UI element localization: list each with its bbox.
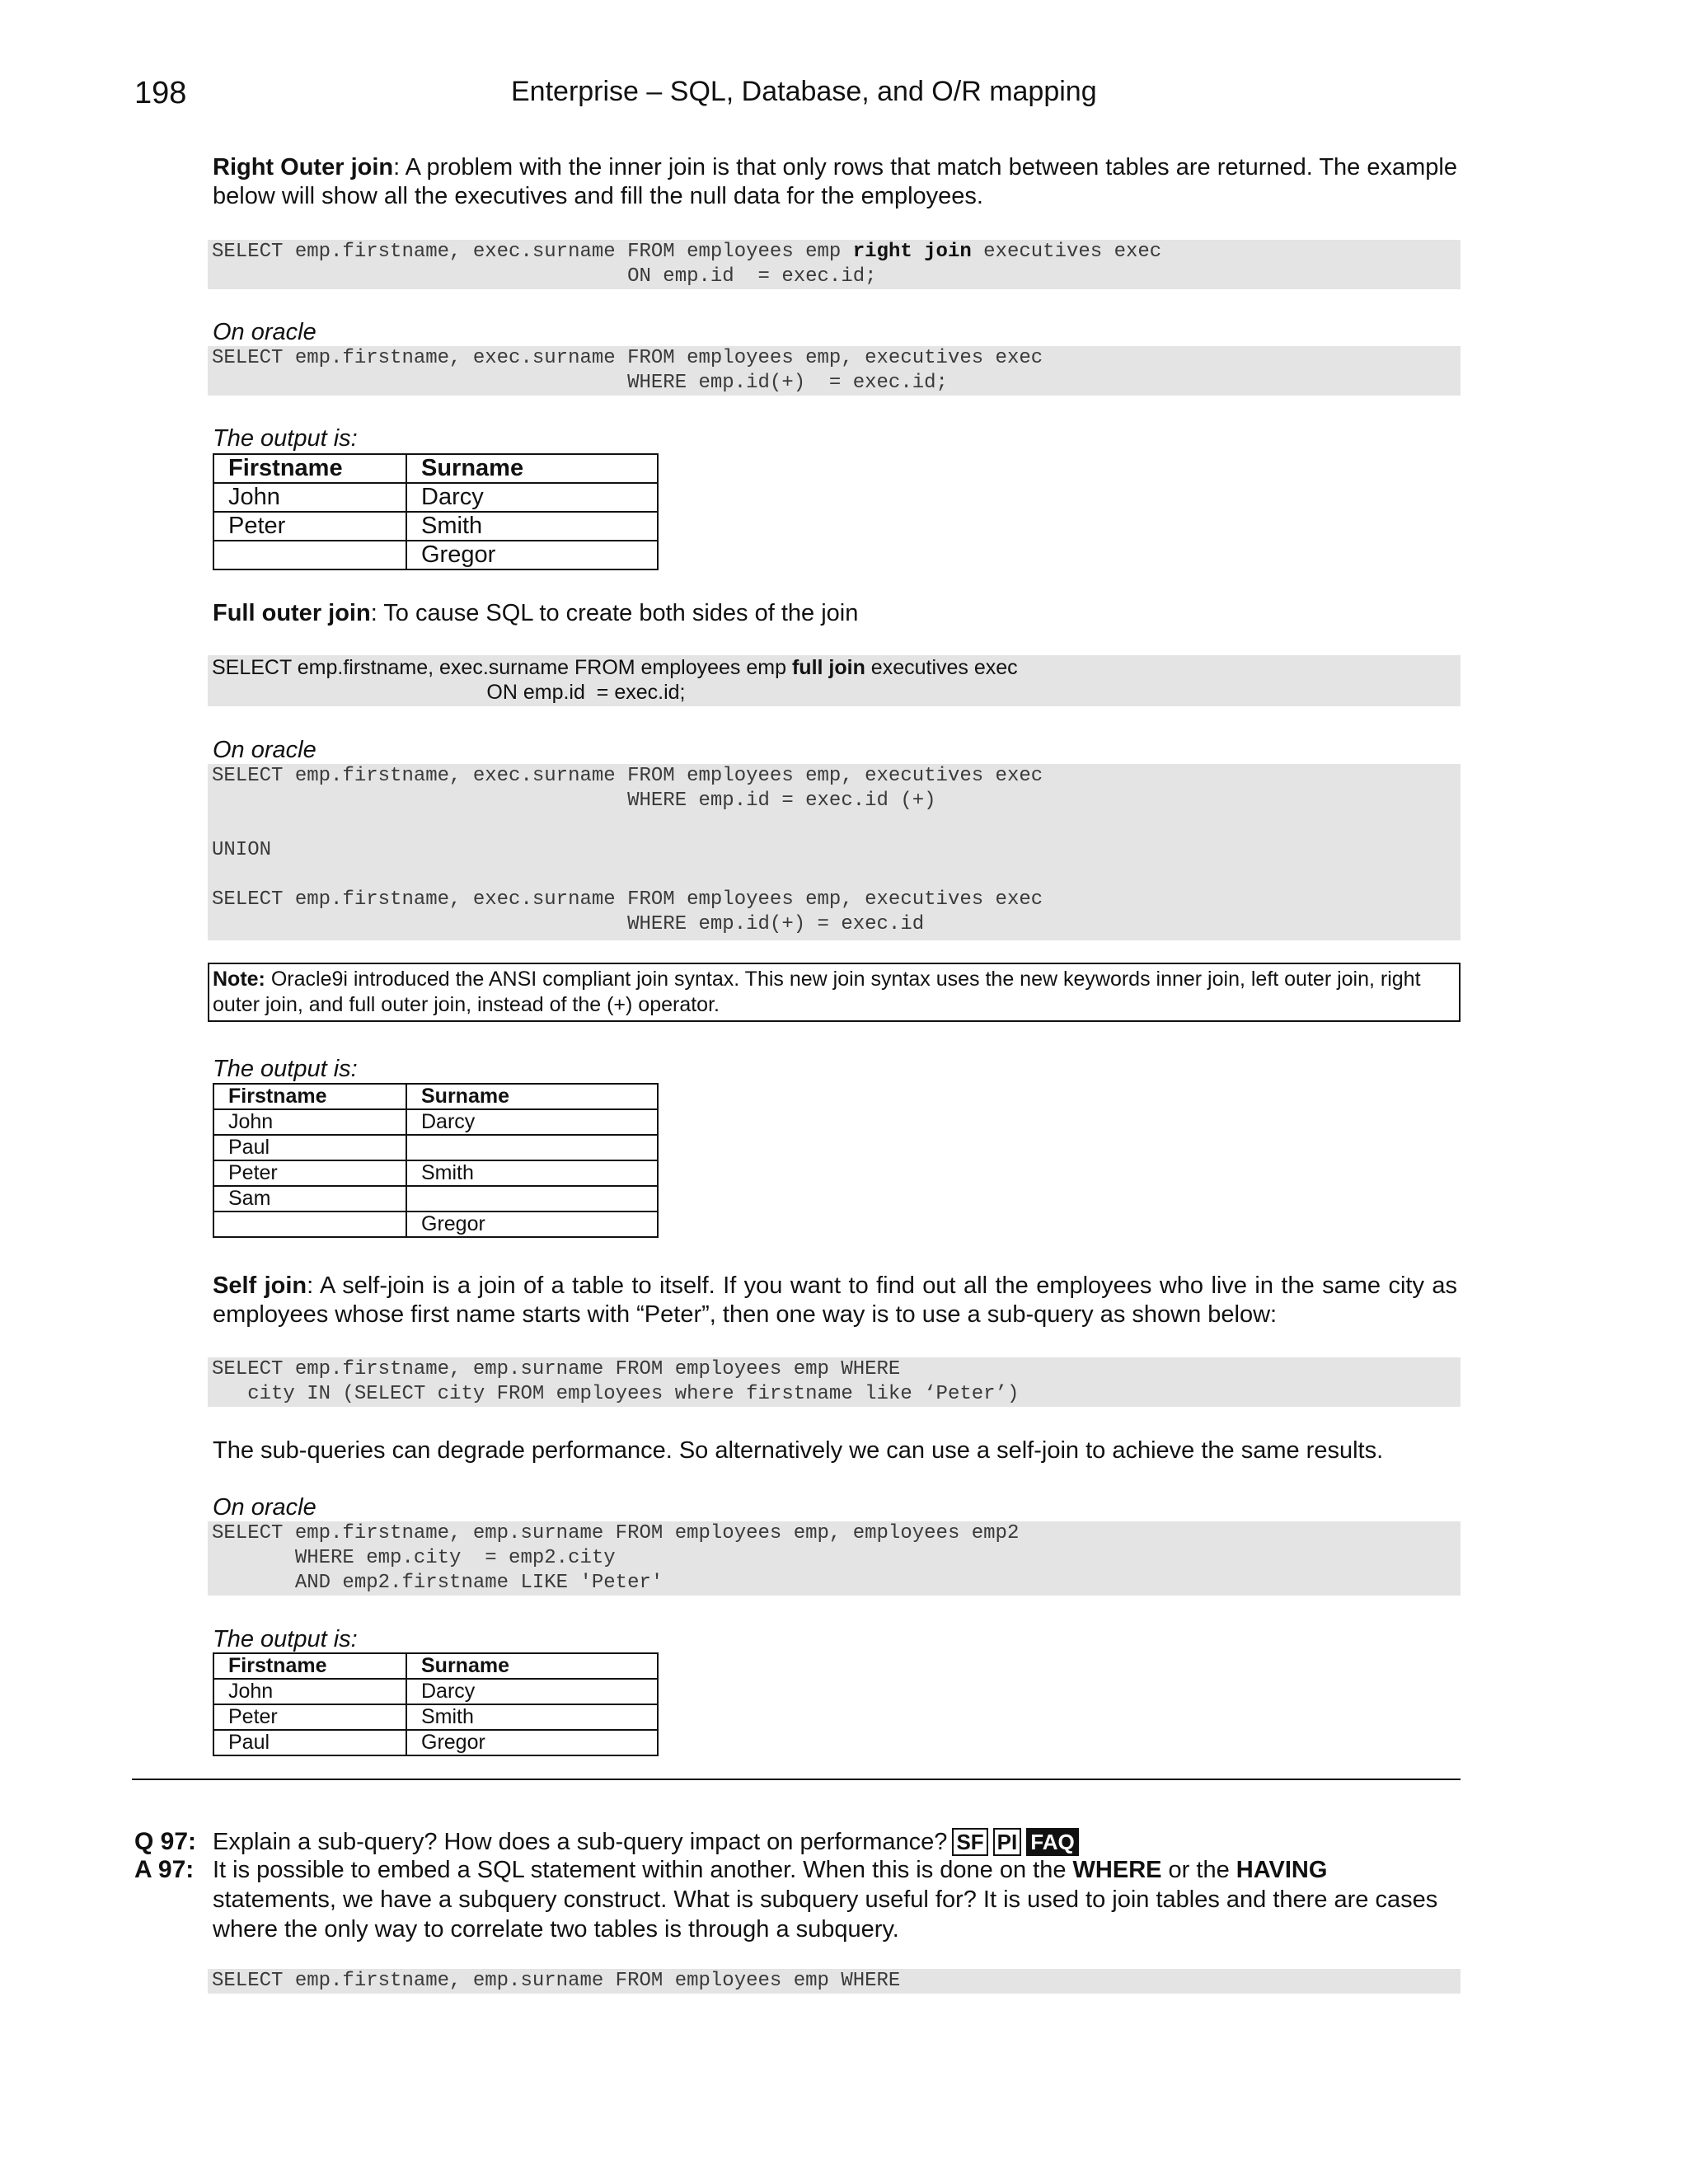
table-header-cell: Firstname (213, 1653, 406, 1679)
full-join-term: Full outer join (213, 600, 371, 626)
table-cell (213, 541, 406, 569)
note-label: Note: (213, 968, 265, 991)
table-cell: Smith (406, 1160, 658, 1186)
full-join-output-table (213, 1083, 659, 1238)
table-row (213, 512, 658, 541)
table-cell: Gregor (406, 1212, 658, 1237)
table-cell: Paul (213, 1730, 406, 1755)
self-join-output-table (213, 1652, 659, 1756)
table-cell: Darcy (406, 1109, 658, 1135)
table-cell (213, 1212, 406, 1237)
code-segment: SELECT emp.firstname, exec.surname FROM employees emp (212, 656, 792, 679)
table-row (213, 483, 658, 512)
sf-badge: SF (952, 1828, 987, 1856)
faq-badge: FAQ (1026, 1828, 1078, 1856)
right-join-output-table (213, 453, 659, 570)
right-join-paragraph (213, 153, 1457, 211)
table-row (213, 1186, 658, 1212)
table-cell: John (213, 483, 406, 512)
table-cell: Paul (213, 1135, 406, 1160)
table-row (213, 541, 658, 569)
full-join-code (208, 655, 1461, 706)
self-join-text: : A self-join is a join of a table to itself. If you want to find out all the employees who live in the same city as employees whose first name starts with “Peter”, then one way is to use a sub-query as shown below: (213, 1272, 1457, 1328)
code-keyword: right join (852, 241, 972, 263)
self-join-oracle-code: SELECT emp.firstname, emp.surname FROM employees emp, employees emp2 WHERE emp.city = emp2.city AND emp2.firstname LIKE 'Peter' (208, 1521, 1461, 1596)
table-cell: Sam (213, 1186, 406, 1212)
code-segment: executives exec ON emp.id = exec.id; (627, 241, 1162, 288)
section-divider (132, 1779, 1461, 1780)
answer-segment: It is possible to embed a SQL statement within another. When this is done on the (213, 1857, 1073, 1883)
page-header-title: Enterprise – SQL, Database, and O/R mapping (511, 76, 1097, 107)
oracle-label: On oracle (213, 319, 316, 345)
table-header-cell: Firstname (213, 1084, 406, 1109)
answer-text (213, 1855, 1449, 1944)
full-join-text: : To cause SQL to create both sides of the join (370, 600, 859, 626)
table-header-cell: Surname (406, 1653, 658, 1679)
output-label: The output is: (213, 425, 358, 452)
page-number: 198 (134, 76, 187, 110)
answer-segment: or the (1161, 1857, 1236, 1883)
table-header-row (213, 1653, 658, 1679)
table-row (213, 1135, 658, 1160)
table-cell: John (213, 1679, 406, 1704)
question-label: Q 97: (134, 1828, 197, 1855)
full-join-oracle-code: SELECT emp.firstname, exec.surname FROM employees emp, executives exec WHERE emp.id = exec.id (+) UNION SELECT emp.firstname, exec.surname FROM employees emp, executives exec WHERE emp.id(+) = exec.id (208, 764, 1461, 940)
self-join-performance-text: The sub-queries can degrade performance. So alternatively we can use a self-join to achieve the same results. (213, 1437, 1384, 1464)
self-join-term: Self join (213, 1272, 307, 1299)
q97-code: SELECT emp.firstname, emp.surname FROM employees emp WHERE (208, 1969, 1461, 1994)
output-label: The output is: (213, 1626, 358, 1652)
self-join-subquery-code: SELECT emp.firstname, emp.surname FROM employees emp WHERE city IN (SELECT city FROM employees where firstname like ‘Peter’) (208, 1357, 1461, 1407)
output-label: The output is: (213, 1056, 358, 1082)
table-row (213, 1730, 658, 1755)
table-row (213, 1704, 658, 1730)
table-cell (406, 1135, 658, 1160)
self-join-paragraph (213, 1272, 1457, 1329)
full-join-paragraph (213, 599, 1457, 628)
question-body: Explain a sub-query? How does a sub-query impact on performance? (213, 1829, 948, 1855)
table-cell: Peter (213, 1160, 406, 1186)
table-cell: Gregor (406, 541, 658, 569)
right-join-code (208, 240, 1461, 289)
answer-segment: statements, we have a subquery construct. What is subquery useful for? It is used to join tables and there are cases where the only way to correlate two tables is through a subquery. (213, 1886, 1438, 1943)
table-cell: Peter (213, 512, 406, 541)
oracle-label: On oracle (213, 737, 316, 763)
table-cell: Darcy (406, 483, 658, 512)
table-row (213, 1160, 658, 1186)
table-row (213, 1109, 658, 1135)
oracle-label: On oracle (213, 1494, 316, 1521)
table-cell: Peter (213, 1704, 406, 1730)
table-row (213, 1679, 658, 1704)
answer-label: A 97: (134, 1856, 195, 1883)
note-text: Oracle9i introduced the ANSI compliant join syntax. This new join syntax uses the new keywords inner join, left outer join, right outer join, and full outer join, instead of the (+) operator. (213, 968, 1421, 1016)
table-header-row (213, 1084, 658, 1109)
code-keyword: full join (791, 656, 865, 679)
table-row (213, 1212, 658, 1237)
code-segment: SELECT emp.firstname, exec.surname FROM employees emp (212, 241, 853, 263)
code-segment: executives exec ON emp.id = exec.id; (486, 656, 1018, 704)
question-text (213, 1827, 1449, 1857)
answer-keyword: WHERE (1072, 1857, 1162, 1883)
table-header-row (213, 454, 658, 483)
table-cell: Smith (406, 1704, 658, 1730)
table-header-cell: Surname (406, 1084, 658, 1109)
right-join-term: Right Outer join (213, 154, 394, 180)
table-cell: John (213, 1109, 406, 1135)
right-join-oracle-code: SELECT emp.firstname, exec.surname FROM employees emp, executives exec WHERE emp.id(+) = exec.id; (208, 346, 1461, 396)
right-join-text: : A problem with the inner join is that only rows that match between tables are returned. The example below will show all the executives and fill the null data for the employees. (213, 154, 1457, 209)
pi-badge: PI (993, 1828, 1022, 1856)
table-cell: Darcy (406, 1679, 658, 1704)
table-header-cell: Firstname (213, 454, 406, 483)
table-cell: Gregor (406, 1730, 658, 1755)
answer-keyword: HAVING (1236, 1857, 1328, 1883)
table-header-cell: Surname (406, 454, 658, 483)
table-cell: Smith (406, 512, 658, 541)
table-cell (406, 1186, 658, 1212)
oracle9i-note (208, 963, 1461, 1022)
